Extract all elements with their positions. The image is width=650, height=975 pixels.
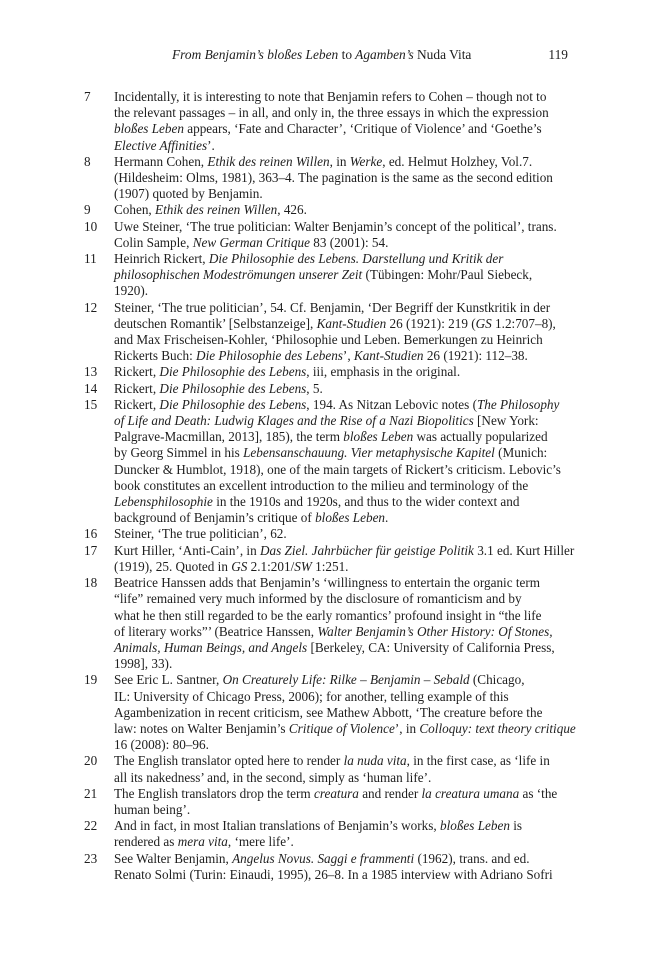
- text-segment: , ed. Helmut Holzhey, Vol.7.: [382, 153, 533, 169]
- text-segment: Cohen,: [114, 202, 156, 218]
- text-segment: See Walter Benjamin,: [114, 850, 233, 866]
- italic-text-segment: bloßes Leben: [114, 121, 184, 137]
- endnote-number: 11: [84, 251, 97, 267]
- endnote-line: [114, 786, 570, 802]
- endnote-text: [114, 251, 570, 300]
- endnote-line: [114, 656, 570, 672]
- italic-text-segment: Lebensanschauung. Vier metaphysische Kapitel: [243, 445, 495, 461]
- endnote-number: 23: [84, 850, 98, 866]
- endnote-line: [114, 705, 576, 721]
- text-segment: .: [385, 510, 389, 526]
- endnote-number: 18: [84, 575, 98, 591]
- italic-text-segment: GS: [231, 558, 248, 574]
- text-segment: [Berkeley, CA: University of California Press,: [307, 639, 555, 655]
- italic-text-segment: creatura: [313, 785, 359, 801]
- text-segment: background of Benjamin’s critique of: [114, 510, 316, 526]
- endnote-text: [114, 526, 570, 542]
- italic-text-segment: mera vita: [177, 834, 228, 850]
- text-segment: rendered as: [114, 834, 178, 850]
- endnote-line: [114, 332, 570, 348]
- text-segment: “life” remained very much informed by the disclosure of romanticism and by: [114, 591, 522, 607]
- endnote-text: [114, 154, 570, 203]
- italic-text-segment: bloßes Leben: [439, 818, 510, 834]
- endnote-line: [114, 818, 570, 834]
- endnote-number: 22: [84, 818, 98, 834]
- text-segment: 16 (2008): 80–96.: [114, 737, 209, 753]
- italic-text-segment: Animals, Human Beings, and Angels: [114, 639, 308, 655]
- endnote-line: [114, 445, 570, 461]
- text-segment: Beatrice Hanssen adds that Benjamin’s ‘willingness to entertain the organic term: [114, 575, 541, 591]
- text-segment: deutschen Romantik’ [Selbstanzeige],: [114, 315, 317, 331]
- italic-text-segment: of Life and Death: Ludwig Klages and the Rise of a Nazi Biopolitics: [114, 413, 474, 429]
- text-segment: human being’.: [114, 801, 191, 817]
- text-segment: is: [509, 818, 523, 834]
- italic-text-segment: Die Philosophie des Lebens: [159, 396, 307, 412]
- text-segment: See Eric L. Santner,: [114, 672, 223, 688]
- endnote-line: [114, 753, 570, 769]
- endnote-text: [114, 219, 570, 251]
- text-segment: Hermann Cohen,: [114, 153, 208, 169]
- endnote-line: [114, 510, 570, 526]
- text-segment: (Hildesheim: Olms, 1981), 363–4. The pagination is the same as the second edition: [114, 170, 553, 186]
- text-segment: and Max Frischeisen-Kohler, ‘Philosophie und Leben. Bemerkungen zu Heinrich: [114, 332, 543, 348]
- italic-text-segment: Die Philosophie des Lebens. Darstellung und Kritik der: [208, 251, 504, 267]
- text-segment: 83 (2001): 54.: [310, 234, 389, 250]
- text-segment: 26 (1921): 112–38.: [423, 348, 528, 364]
- text-segment: as ‘the: [519, 785, 558, 801]
- text-segment: 26 (1921): 219 (: [386, 315, 476, 331]
- italic-text-segment: GS: [475, 315, 492, 331]
- endnote: [84, 381, 570, 397]
- endnote-line: [114, 105, 570, 121]
- text-segment: , iii, emphasis in the original.: [306, 364, 461, 380]
- text-segment: ’.: [207, 137, 215, 153]
- endnote: [84, 89, 570, 154]
- text-segment: , in the first case, as ‘life in: [406, 753, 550, 769]
- endnote-number: 21: [84, 785, 98, 801]
- italic-text-segment: Lebensphilosophie: [114, 494, 213, 510]
- endnote: [84, 202, 570, 218]
- text-segment: 1920).: [114, 283, 149, 299]
- endnote-line: [114, 300, 570, 316]
- text-segment: 1998], 33).: [114, 656, 173, 672]
- italic-text-segment: bloßes Leben: [315, 510, 386, 526]
- text-segment: what he then still regarded to be the early romantics’ profound insight in “the life: [114, 607, 542, 623]
- endnotes-list: [84, 89, 576, 883]
- italic-text-segment: Die Philosophie des Lebens: [159, 380, 307, 396]
- text-segment: Palgrave-Macmillan, 2013], 185), the term: [114, 429, 344, 445]
- endnote-line: [114, 283, 570, 299]
- endnote: [84, 219, 570, 251]
- text-segment: ’, in: [394, 720, 420, 736]
- endnote-number: 7: [84, 89, 91, 104]
- text-segment: (Chicago,: [469, 672, 525, 688]
- endnote-line: [114, 462, 570, 478]
- endnote-line: [114, 381, 570, 397]
- endnote-number: 13: [84, 364, 98, 380]
- endnote-line: [114, 202, 570, 218]
- text-segment: Rickert,: [114, 396, 160, 412]
- text-segment: (1962), trans. and ed.: [414, 850, 530, 866]
- endnote: [84, 818, 570, 850]
- endnote-line: [114, 494, 570, 510]
- endnote: [84, 251, 570, 300]
- text-segment: Rickert,: [114, 364, 160, 380]
- endnote-line: [114, 737, 576, 753]
- endnote-line: [114, 802, 570, 818]
- italic-text-segment: Kant-Studien: [353, 348, 424, 364]
- italic-text-segment: Colloquy: text theory critique: [419, 720, 576, 736]
- text-segment: Incidentally, it is interesting to note that Benjamin refers to Cohen – though not to: [114, 89, 547, 104]
- text-segment: Heinrich Rickert,: [114, 251, 209, 267]
- text-segment: ’,: [342, 348, 354, 364]
- italic-text-segment: The Philosophy: [476, 396, 560, 412]
- endnote: [84, 851, 570, 883]
- text-segment: Kurt Hiller, ‘Anti-Cain’, in: [114, 542, 260, 558]
- text-segment: 2.1:201/: [247, 558, 295, 574]
- text-segment: , 194. As Nitzan Lebovic notes (: [306, 396, 477, 412]
- endnote-line: [114, 429, 570, 445]
- endnote-line: [114, 170, 570, 186]
- endnote-line: [114, 851, 570, 867]
- endnote-number: 15: [84, 396, 98, 412]
- text-segment: Duncker & Humblot, 1918), one of the main targets of Rickert’s criticism. Lebovic’s: [114, 461, 561, 477]
- endnote-line: [114, 672, 576, 688]
- endnote: [84, 575, 570, 672]
- italic-text-segment: Ethik des reinen Willen: [155, 202, 278, 218]
- endnote-text: [114, 381, 570, 397]
- endnote-number: 20: [84, 753, 98, 769]
- endnote-line: [114, 348, 570, 364]
- text-segment: , ‘mere life’.: [227, 834, 294, 850]
- italic-text-segment: New German Critique: [192, 234, 310, 250]
- italic-text-segment: Die Philosophie des Lebens: [196, 348, 343, 364]
- text-segment: all its nakedness’ and, in the second, simply as ‘human life’.: [114, 769, 432, 785]
- text-segment: 3.1 ed. Kurt Hiller: [473, 542, 575, 558]
- endnote-text: [114, 397, 570, 527]
- text-segment: and render: [358, 785, 422, 801]
- italic-text-segment: Walter Benjamin’s Other History: Of Stones,: [317, 623, 553, 639]
- endnote-line: [114, 478, 570, 494]
- text-segment: Renato Solmi (Turin: Einaudi, 1995), 26–8. In a 1985 interview with Adriano Sofri: [114, 866, 553, 882]
- endnote: [84, 672, 576, 753]
- endnote-line: [114, 526, 570, 542]
- text-segment: Uwe Steiner, ‘The true politician: Walter Benjamin’s concept of the political’, trans.: [114, 218, 557, 234]
- endnote-text: [114, 786, 570, 818]
- endnote-line: [114, 608, 570, 624]
- text-segment: Steiner, ‘The true politician’, 62.: [114, 526, 287, 542]
- endnote-number: 8: [84, 153, 91, 169]
- italic-text-segment: la nuda vita: [343, 753, 407, 769]
- text-segment: And in fact, in most Italian translations of Benjamin’s works,: [114, 818, 440, 834]
- text-segment: Agambenization in recent criticism, see Mathew Abbott, ‘The creature before the: [114, 704, 543, 720]
- endnote-line: [114, 267, 570, 283]
- text-segment: (Tübingen: Mohr/Paul Siebeck,: [362, 267, 533, 283]
- endnote-line: [114, 89, 570, 105]
- text-segment: The English translator opted here to render: [114, 753, 344, 769]
- italic-text-segment: philosophischen Modeströmungen unserer Zeit: [114, 267, 363, 283]
- italic-text-segment: la creatura umana: [421, 785, 520, 801]
- endnote-line: [114, 624, 570, 640]
- endnote: [84, 397, 570, 527]
- text-segment: law: notes on Walter Benjamin’s: [114, 720, 289, 736]
- endnote-number: 17: [84, 542, 98, 558]
- text-segment: Colin Sample,: [114, 234, 193, 250]
- endnote-text: [114, 818, 570, 850]
- text-segment: (Munich:: [494, 445, 548, 461]
- endnote-number: 12: [84, 299, 98, 315]
- endnote-number: 9: [84, 202, 91, 218]
- text-segment: , in: [329, 153, 350, 169]
- text-segment: , 426.: [277, 202, 307, 218]
- endnote-line: [114, 834, 570, 850]
- endnote-line: [114, 575, 570, 591]
- italic-text-segment: SW: [294, 558, 312, 574]
- endnote-text: [114, 543, 574, 575]
- text-segment: The English translators drop the term: [114, 785, 314, 801]
- endnote-line: [114, 559, 574, 575]
- endnote-number: 14: [84, 380, 98, 396]
- endnote: [84, 542, 575, 575]
- text-segment: Steiner, ‘The true politician’, 54. Cf. Benjamin, ‘Der Begriff der Kunstkritik in der: [114, 299, 551, 315]
- endnote-line: [114, 640, 570, 656]
- italic-text-segment: Angelus Novus. Saggi e frammenti: [232, 850, 415, 866]
- endnote-line: [114, 413, 570, 429]
- endnote-number: 10: [84, 218, 98, 234]
- text-segment: IL: University of Chicago Press, 2006); for another, telling example of this: [114, 688, 509, 704]
- text-segment: book constitutes an excellent introduction to the milieu and terminology of the: [114, 477, 529, 493]
- endnote: [84, 526, 570, 542]
- italic-text-segment: Die Philosophie des Lebens: [159, 364, 307, 380]
- endnote-number: 16: [84, 526, 98, 542]
- endnote-text: [114, 364, 570, 380]
- text-segment: 1.2:707–8),: [491, 315, 556, 331]
- text-segment: Rickert,: [114, 380, 160, 396]
- endnote-line: [114, 219, 570, 235]
- endnote-text: [114, 575, 570, 672]
- text-segment: of literary works”’ (Beatrice Hanssen,: [114, 623, 318, 639]
- endnote-line: [114, 154, 570, 170]
- endnote-number: 19: [84, 672, 98, 688]
- endnote-line: [114, 186, 570, 202]
- italic-text-segment: Das Ziel. Jahrbücher für geistige Politik: [259, 542, 474, 558]
- endnote-line: [114, 397, 570, 413]
- endnote-line: [114, 770, 570, 786]
- endnote-text: [114, 202, 570, 218]
- endnote-text: [114, 89, 570, 154]
- text-segment: in the 1910s and 1920s, and thus to the wider context and: [212, 494, 520, 510]
- text-segment: [New York:: [473, 413, 539, 429]
- text-segment: 1:251.: [311, 558, 349, 574]
- endnote: [84, 753, 570, 785]
- endnote-text: [114, 672, 576, 753]
- italic-text-segment: Critique of Violence: [288, 720, 395, 736]
- text-segment: (1907) quoted by Benjamin.: [114, 186, 263, 202]
- text-segment: by Georg Simmel in his: [114, 445, 244, 461]
- endnote: [84, 364, 570, 380]
- italic-text-segment: Kant-Studien: [316, 315, 387, 331]
- endnote-line: [114, 591, 570, 607]
- italic-text-segment: Ethik des reinen Willen: [207, 153, 330, 169]
- endnote-line: [114, 721, 576, 737]
- text-segment: appears, ‘Fate and Character’, ‘Critique of Violence’ and ‘Goethe’s: [183, 121, 542, 137]
- endnote-text: [114, 300, 570, 365]
- endnote-line: [114, 364, 570, 380]
- endnote-text: [114, 753, 570, 785]
- text-segment: (1919), 25. Quoted in: [114, 558, 232, 574]
- endnote-line: [114, 138, 570, 154]
- endnote: [84, 154, 570, 203]
- endnote: [84, 300, 570, 365]
- page-number: 119: [548, 47, 568, 62]
- endnote-line: [114, 251, 570, 267]
- italic-text-segment: Werke: [349, 153, 383, 169]
- endnote-line: [114, 316, 570, 332]
- endnote-text: [114, 851, 570, 883]
- endnote-line: [114, 543, 574, 559]
- italic-text-segment: Elective Affinities: [114, 137, 208, 153]
- endnote: [84, 786, 570, 818]
- endnote-line: [114, 235, 570, 251]
- text-segment: Rickerts Buch:: [114, 348, 197, 364]
- running-title: From Benjamin’s bloßes Leben to Agamben’s Nuda Vita: [172, 47, 472, 62]
- italic-text-segment: bloßes Leben: [343, 429, 414, 445]
- endnote-line: [114, 867, 570, 883]
- italic-text-segment: On Creaturely Life: Rilke – Benjamin – Sebald: [222, 672, 470, 688]
- endnote-line: [114, 689, 576, 705]
- text-segment: was actually popularized: [413, 429, 548, 445]
- text-segment: the relevant passages – in all, and only in, the three essays in which the expression: [114, 105, 549, 121]
- endnote-line: [114, 121, 570, 137]
- text-segment: , 5.: [306, 380, 323, 396]
